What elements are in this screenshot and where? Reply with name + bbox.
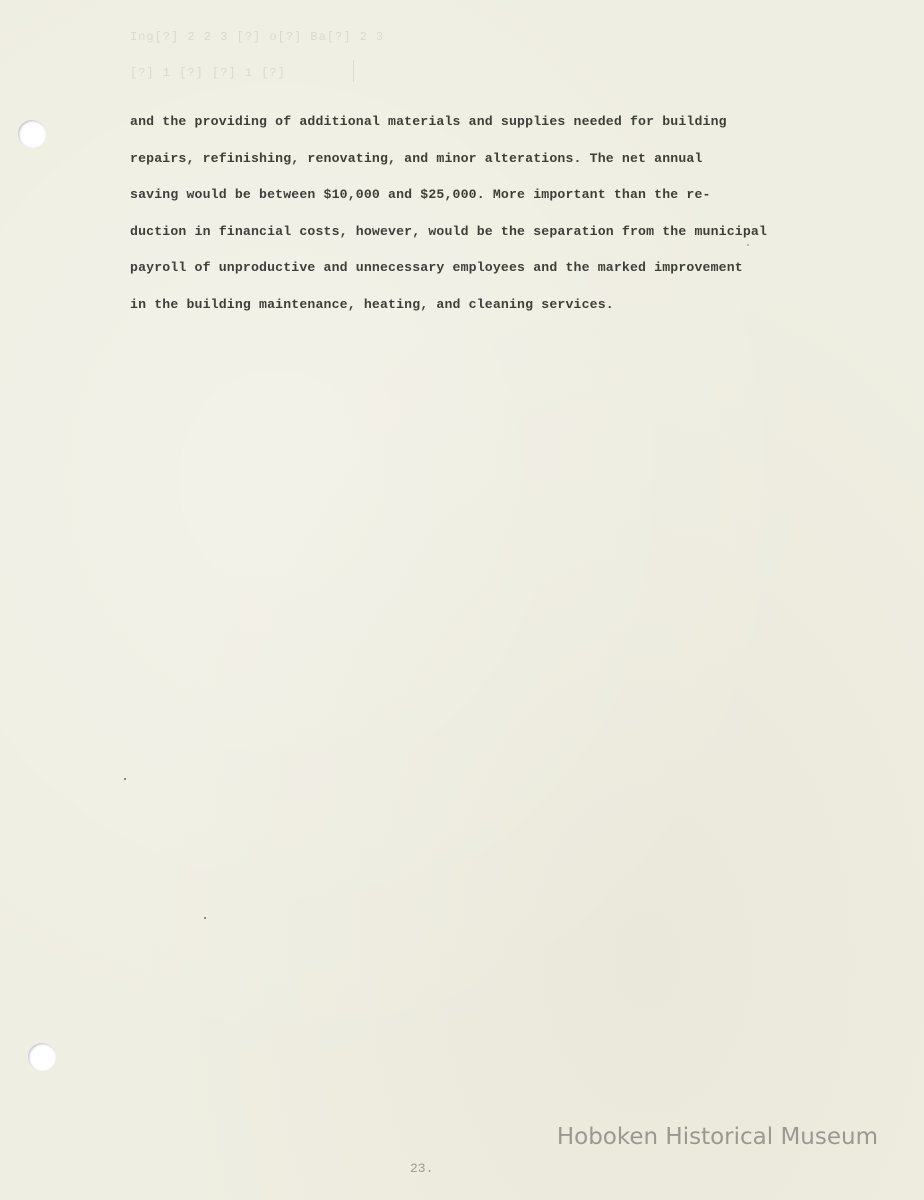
page-number: 23. [410, 1161, 434, 1176]
paragraph-line: payroll of unproductive and unnecessary employees and the marked improvement [130, 260, 743, 275]
body-paragraph [130, 104, 870, 323]
bleed-through-text: Ing[?] 2 2 3 [?] o[?] Ba[?] 2 3 [130, 30, 385, 44]
paper-speck [124, 778, 126, 780]
punch-hole-bottom [28, 1043, 56, 1071]
punch-hole-top [18, 120, 46, 148]
paragraph-line: saving would be between $10,000 and $25,000. More important than the re- [130, 187, 711, 202]
paragraph-line: in the building maintenance, heating, and cleaning services. [130, 296, 614, 312]
paragraph-line: repairs, refinishing, renovating, and minor alterations. The net annual [130, 150, 703, 166]
paragraph-line: duction in financial costs, however, would be the separation from the municipal [130, 223, 768, 239]
paper-speck [747, 244, 749, 246]
paragraph-line: and the providing of additional materials and supplies needed for building [130, 114, 727, 129]
bleed-through-text: [?] 1 [?] [?] 1 [?] [130, 66, 286, 80]
paper-speck [204, 917, 206, 919]
museum-watermark: Hoboken Historical Museum [556, 1124, 878, 1150]
bleed-through-rule [353, 60, 354, 82]
